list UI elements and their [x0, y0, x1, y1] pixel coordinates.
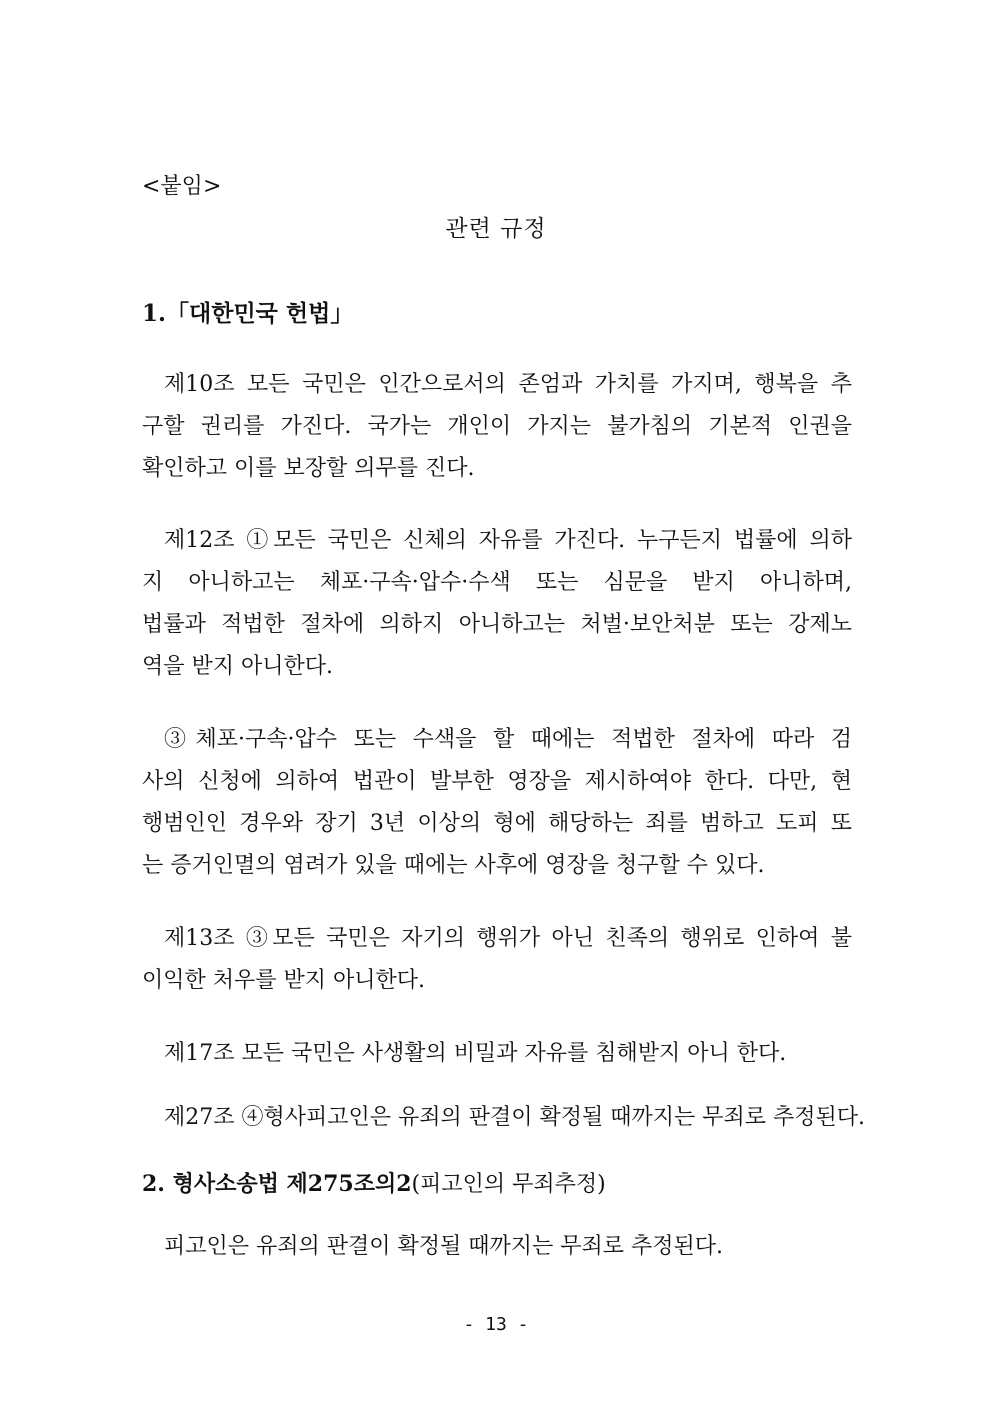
article-12-1-line-1: 제12조 ①모든 국민은 신체의 자유를 가진다. 누구든지 법률에 의하	[164, 528, 852, 553]
article-12-3-line-3: 행범인인 경우와 장기 3년 이상의 형에 해당하는 죄를 범하고 도피 또	[142, 811, 852, 836]
attachment-label: <붙임>	[142, 174, 222, 199]
article-10-line-2: 구할 권리를 가진다. 국가는 개인이 가지는 불가침의 기본적 인권을	[142, 414, 852, 439]
article-27: 제27조 ④형사피고인은 유죄의 판결이 확정될 때까지는 무죄로 추정된다.	[164, 1105, 865, 1130]
article-12-3-line-1: ③체포·구속·압수 또는 수색을 할 때에는 적법한 절차에 따라 검	[164, 727, 852, 752]
article-13-line-1: 제13조 ③모든 국민은 자기의 행위가 아닌 친족의 행위로 인하여 불	[164, 926, 852, 951]
article-12-3-line-2: 사의 신청에 의하여 법관이 발부한 영장을 제시하여야 한다. 다만, 현	[142, 769, 852, 794]
article-10-line-3: 확인하고 이를 보장할 의무를 진다.	[142, 456, 475, 481]
section-2-heading-paren: (피고인의 무죄추정)	[411, 1172, 606, 1197]
article-12-1-line-4: 역을 받지 아니한다.	[142, 654, 333, 679]
page-title: 관련 규정	[445, 216, 547, 242]
article-12-3-line-4: 는 증거인멸의 염려가 있을 때에는 사후에 영장을 청구할 수 있다.	[142, 853, 765, 878]
article-12-1-line-3: 법률과 적법한 절차에 의하지 아니하고는 처벌·보안처분 또는 강제노	[142, 612, 852, 637]
page-number: - 13 -	[463, 1314, 529, 1335]
article-10-line-1: 제10조 모든 국민은 인간으로서의 존엄과 가치를 가지며, 행복을 추	[164, 372, 852, 397]
article-17: 제17조 모든 국민은 사생활의 비밀과 자유를 침해받지 아니 한다.	[164, 1041, 787, 1066]
section-2-heading-bold: 2. 형사소송법 제275조의2	[142, 1171, 412, 1197]
section-2-heading	[142, 1169, 852, 1200]
section-2-body: 피고인은 유죄의 판결이 확정될 때까지는 무죄로 추정된다.	[164, 1234, 724, 1259]
article-12-1-line-2: 지 아니하고는 체포·구속·압수·수색 또는 심문을 받지 아니하며,	[142, 570, 852, 595]
section-1-heading: 1.「대한민국 헌법」	[142, 300, 354, 327]
article-13-line-2: 이익한 처우를 받지 아니한다.	[142, 968, 425, 993]
